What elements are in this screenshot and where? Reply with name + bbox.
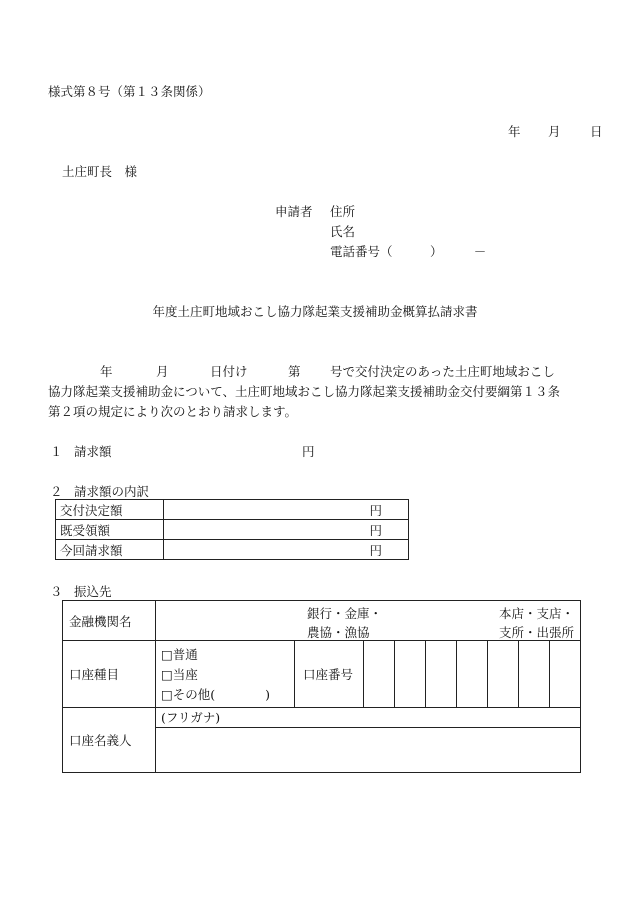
account-number-digit[interactable] (488, 641, 519, 708)
furigana-field[interactable] (156, 708, 581, 728)
bank-field[interactable] (156, 601, 581, 641)
bank-table (62, 600, 581, 773)
breakdown-unit[interactable]: 円 (164, 500, 409, 520)
account-number-digit[interactable] (550, 641, 581, 708)
breakdown-label: 交付決定額 (56, 500, 164, 520)
bank-label: 金融機関名 (63, 601, 156, 641)
account-row (63, 641, 581, 708)
table-row (56, 500, 409, 520)
account-number-digit[interactable] (395, 641, 426, 708)
account-type-label: 口座種目 (63, 641, 156, 708)
account-type-checkbox[interactable]: □その他( ) (161, 687, 271, 702)
section2-number: ２ (50, 484, 63, 499)
date-year: 年 (508, 124, 521, 139)
date-day: 日 (590, 124, 603, 139)
breakdown-label: 今回請求額 (56, 540, 164, 560)
date-month: 月 (548, 124, 561, 139)
form-number: 様式第８号（第１３条関係） (48, 84, 211, 99)
body-line3: 第２項の規定により次のとおり請求します。 (48, 404, 298, 419)
account-number-digit[interactable] (519, 641, 550, 708)
section2-title: 請求額の内訳 (74, 484, 150, 499)
name-label: 氏名 (330, 224, 356, 239)
holder-label: 口座名義人 (63, 708, 156, 773)
branch-types-1: 本店・支店・ (499, 606, 575, 621)
account-number-label: 口座番号 (295, 641, 364, 708)
branch-types-2: 支所・出張所 (499, 625, 575, 640)
account-type-checkbox[interactable]: □普通 (161, 647, 198, 662)
body-line1-rest: 号で交付決定のあった土庄町地域おこし (330, 364, 555, 379)
account-number-digit[interactable] (457, 641, 488, 708)
address-label: 住所 (330, 204, 356, 219)
bank-types-1: 銀行・金庫・ (307, 606, 383, 621)
bank-types-2: 農協・漁協 (307, 625, 370, 640)
section3-title: 振込先 (74, 584, 112, 599)
account-number-digit[interactable] (426, 641, 457, 708)
account-number-digit[interactable] (364, 641, 395, 708)
table-row (56, 540, 409, 560)
applicant-label: 申請者 (275, 204, 313, 219)
bank-row (63, 601, 581, 641)
breakdown-label: 既受領額 (56, 520, 164, 540)
addressee: 土庄町長 様 (62, 164, 138, 179)
document-title: 年度土庄町地域おこし協力隊起業支援補助金概算払請求書 (152, 304, 478, 319)
section1-unit: 円 (302, 444, 315, 459)
holder-name-field[interactable] (156, 728, 581, 773)
body-month: 月 (156, 364, 169, 379)
section3-number: ３ (50, 584, 63, 599)
phone-label: 電話番号（ ） － (330, 244, 487, 259)
breakdown-table (55, 499, 409, 560)
furigana-row (63, 708, 581, 728)
body-day: 日付け (210, 364, 248, 379)
body-dai: 第 (288, 364, 301, 379)
table-row (56, 520, 409, 540)
body-year: 年 (100, 364, 113, 379)
body-line2: 協力隊起業支援補助金について、土庄町地域おこし協力隊起業支援補助金交付要綱第１３条 (48, 384, 561, 399)
account-type-options (156, 641, 295, 708)
breakdown-unit[interactable]: 円 (164, 540, 409, 560)
furigana-label: (フリガナ) (161, 710, 221, 725)
account-type-checkbox[interactable]: □当座 (161, 667, 198, 682)
breakdown-unit[interactable]: 円 (164, 520, 409, 540)
section1-title: 請求額 (74, 444, 112, 459)
section1-number: １ (50, 444, 63, 459)
